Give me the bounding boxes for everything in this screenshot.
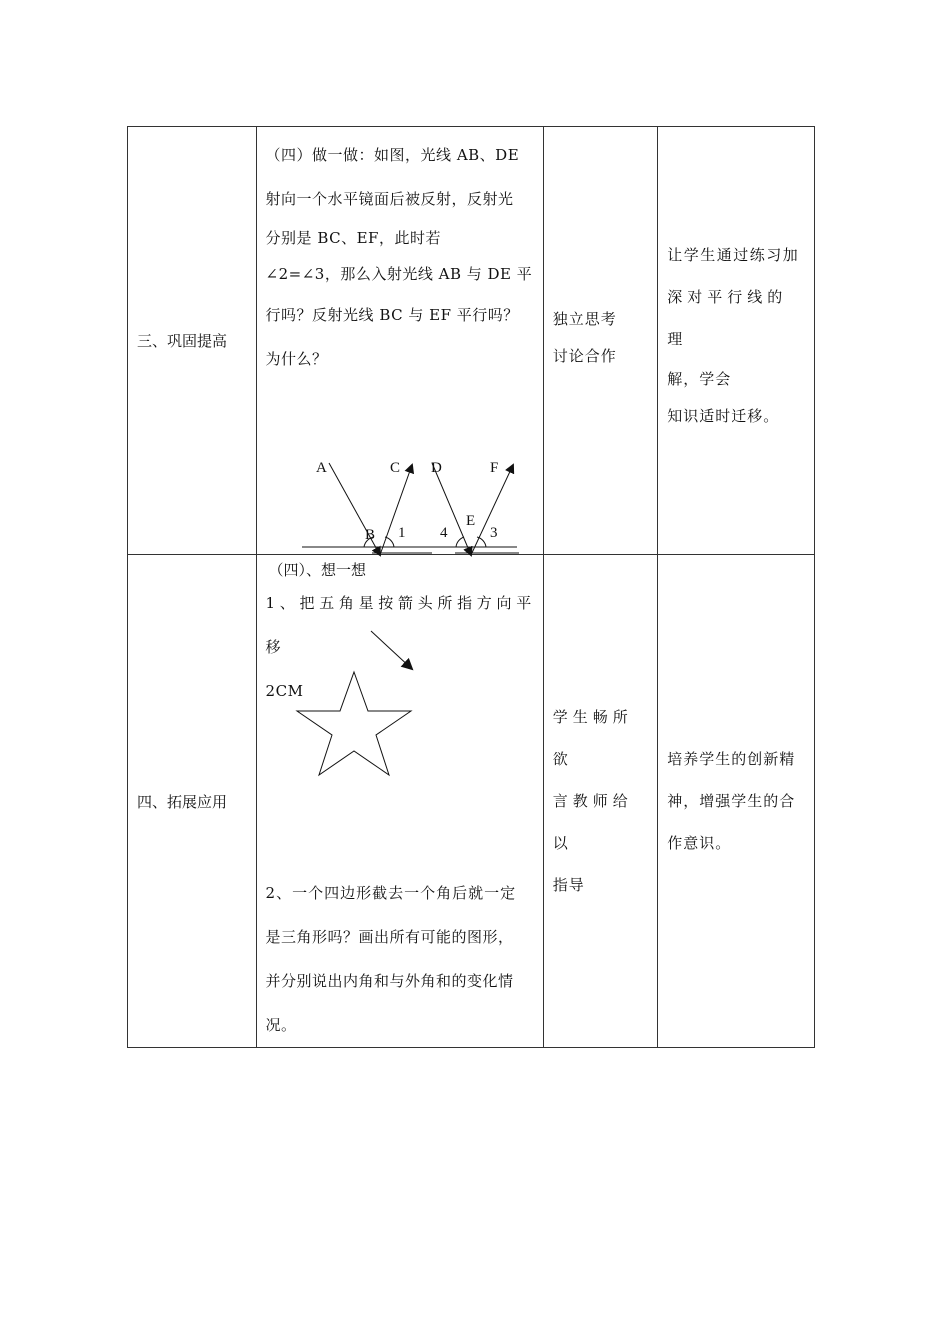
table-row <box>128 127 815 555</box>
point-label: F <box>489 460 498 476</box>
intent-cell <box>658 555 815 1048</box>
point-label: A <box>315 460 327 476</box>
ray-de <box>432 463 471 555</box>
intent-text: 让学生通过练习加 深对平行线的理 解，学会 知识适时迁移。 <box>667 245 800 425</box>
reflection-diagram <box>257 447 543 557</box>
point-label: C <box>389 460 400 476</box>
stage-label: 三、巩固提高 <box>137 332 228 350</box>
table-row <box>128 555 815 1048</box>
point-label: D <box>430 460 442 476</box>
lesson-table <box>127 126 815 1048</box>
section-heading: （四）、想一想 <box>268 561 367 579</box>
text-line: 为什么？ <box>265 350 328 368</box>
stage-cell <box>128 127 257 555</box>
five-pointed-star <box>297 672 411 775</box>
intent-cell <box>658 127 815 555</box>
angle-label: 3 <box>489 525 498 541</box>
content-cell <box>256 555 543 1048</box>
point-label: B <box>364 527 375 543</box>
method-text: 独立思考 讨论合作 <box>552 309 617 365</box>
text-line: 分别是 BC、EF，此时若 <box>265 229 441 247</box>
intent-text: 培养学生的创新精 神，增强学生的合 作意识。 <box>667 750 796 852</box>
method-cell <box>543 127 658 555</box>
text-line: 射向一个水平镜面后被反射，反射光 <box>265 190 514 208</box>
text-line: 行吗？反射光线 BC 与 EF 平行吗？ <box>265 306 519 324</box>
angle-label: 4 <box>439 525 448 541</box>
ray-ef <box>471 465 513 555</box>
method-cell <box>543 555 658 1048</box>
ray-bc <box>380 465 412 555</box>
translation-arrow <box>371 631 412 669</box>
point-label: E <box>465 513 475 529</box>
text-line: （四）做一做：如图，光线 AB、DE <box>265 146 520 164</box>
text-line: ∠2=∠3，那么入射光线 AB 与 DE 平 <box>265 265 533 283</box>
method-text: 学生畅所欲 言教师给以 指导 <box>552 708 633 894</box>
angle-arc <box>456 537 464 547</box>
star-figure <box>257 625 543 785</box>
angle-label: 1 <box>397 525 406 541</box>
exercise-text <box>257 127 543 381</box>
item1-text: 1、把五角星按箭头所指方向平移 2CM <box>265 594 535 700</box>
content-cell <box>256 127 543 555</box>
stage-label: 四、拓展应用 <box>137 792 228 811</box>
item2-text: 2、一个四边形截去一个角后就一定 是三角形吗？画出所有可能的图形， 并分别说出内角和与外角和的变化情 况。 <box>265 884 517 1034</box>
stage-cell <box>128 555 257 1048</box>
